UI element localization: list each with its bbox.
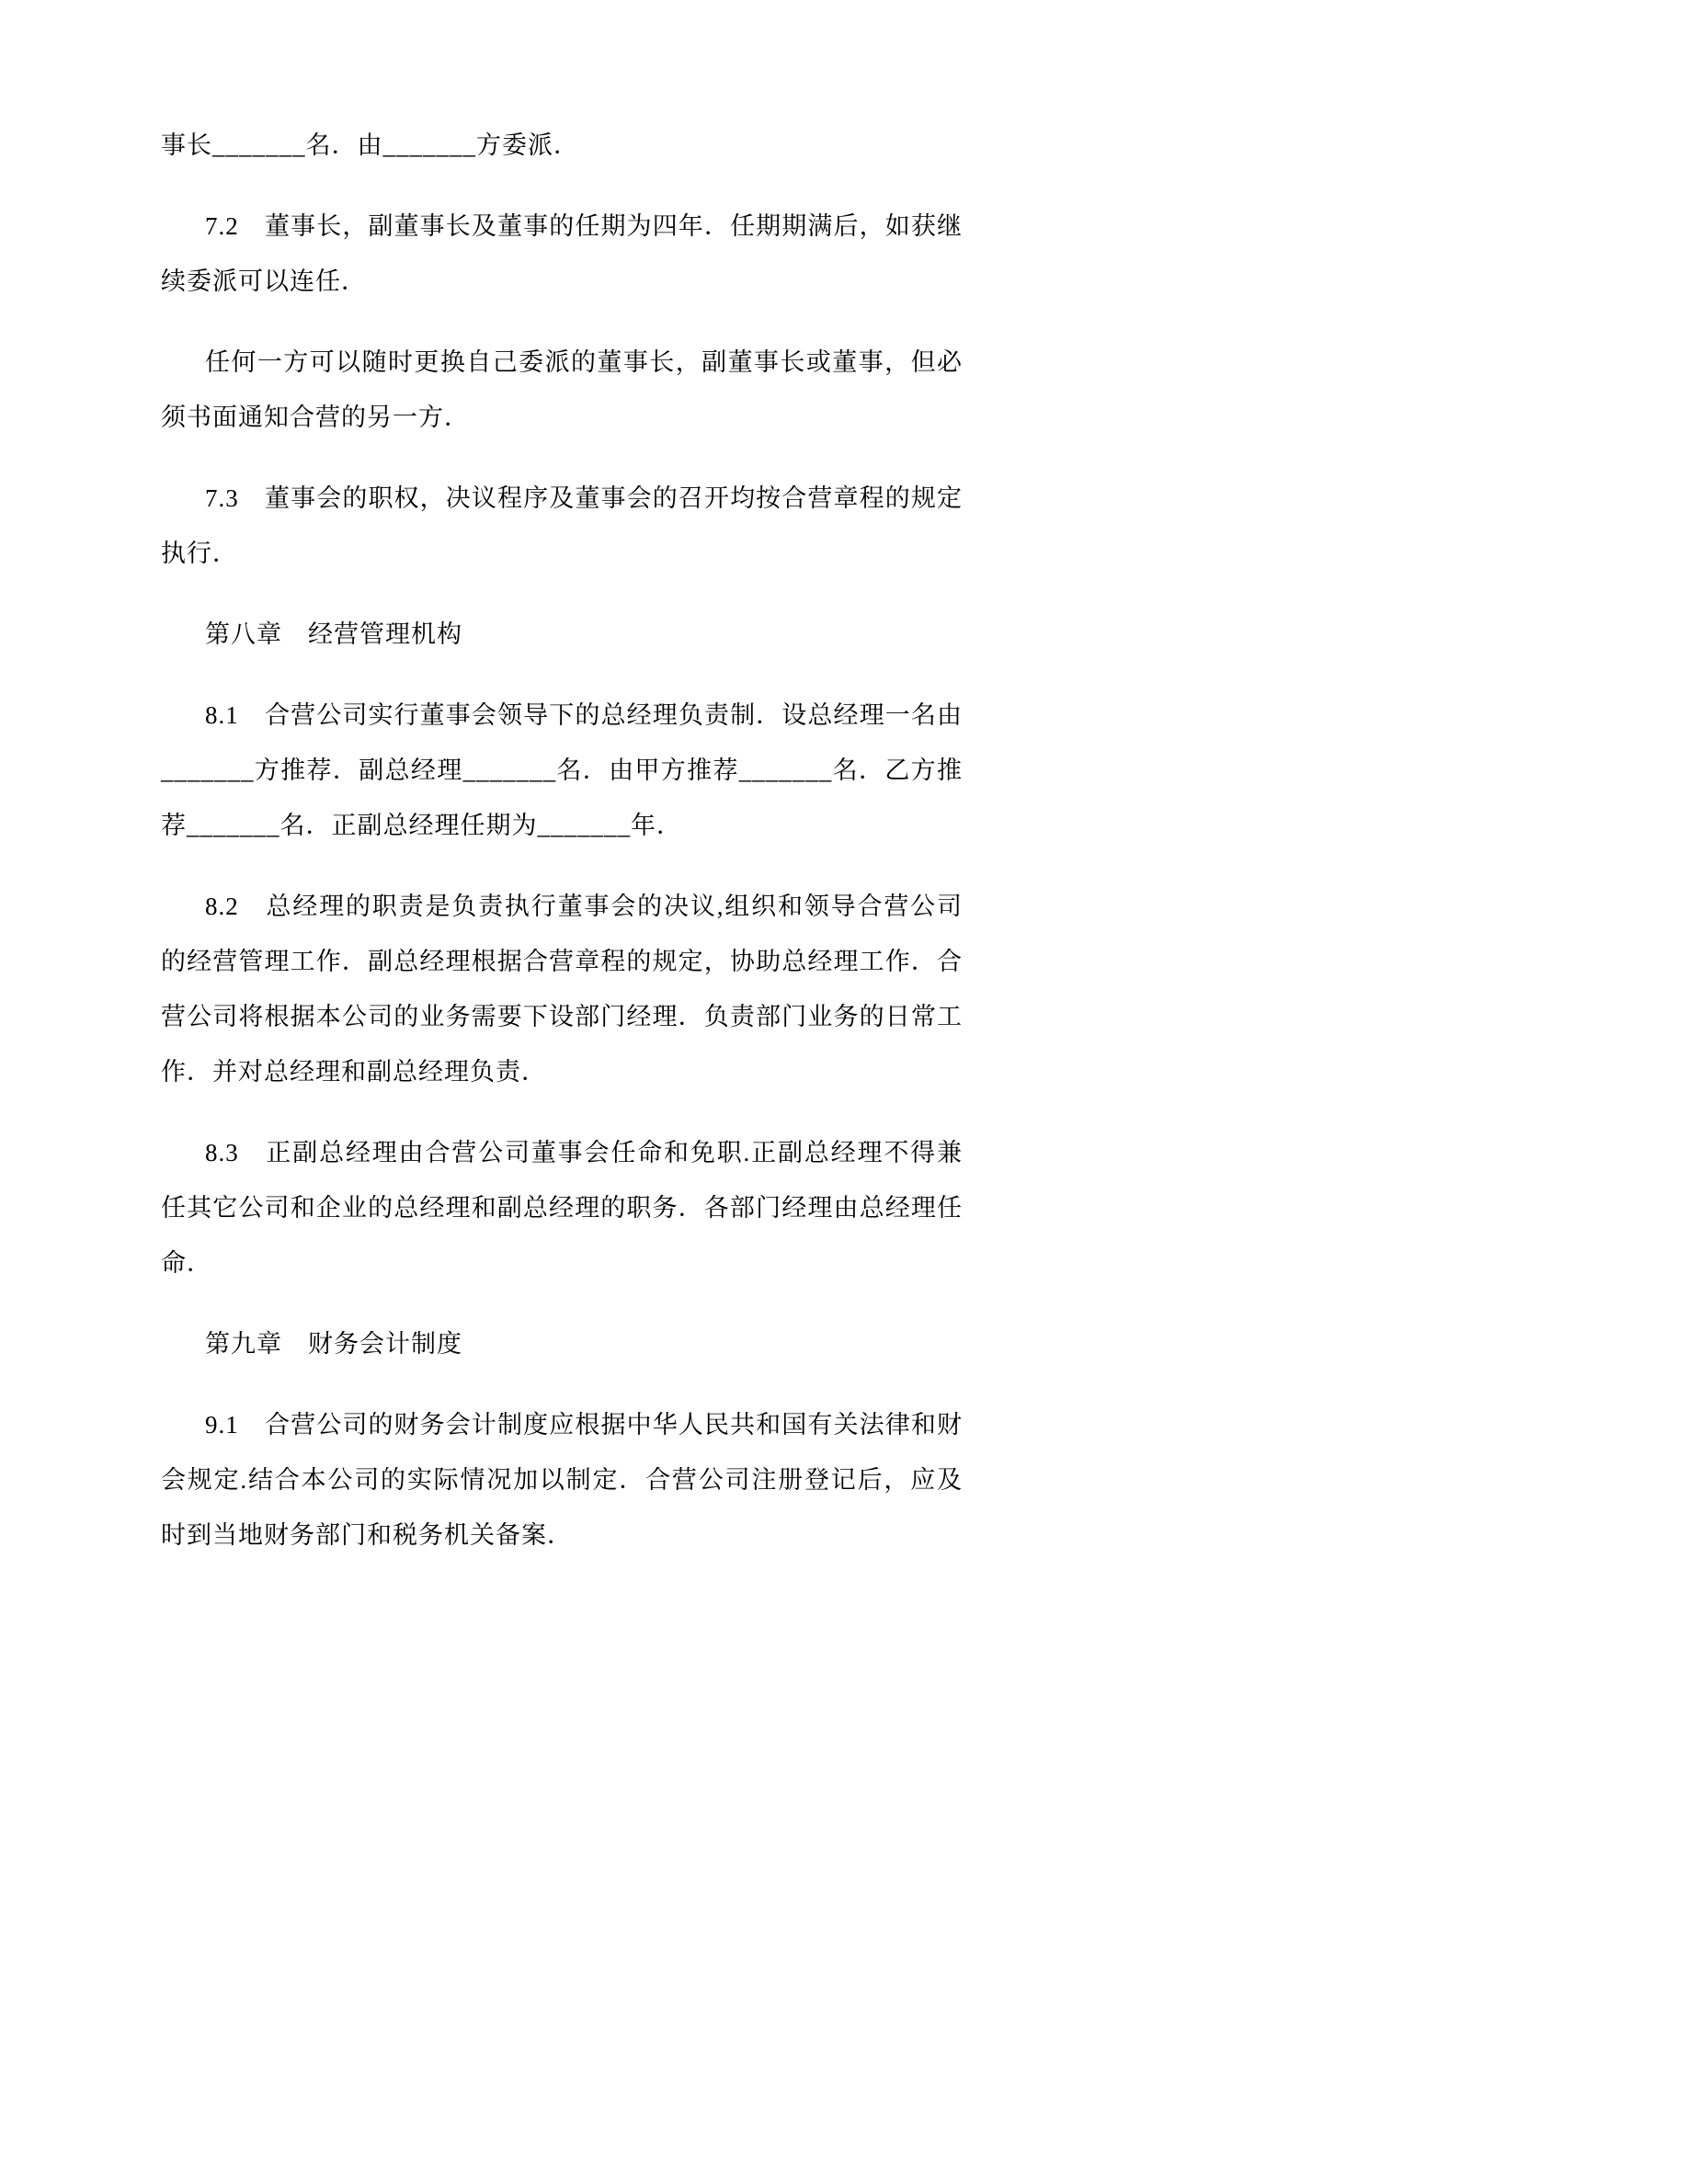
paragraph-clause-7-3: 7.3 董事会的职权，决议程序及董事会的召开均按合营章程的规定执行．	[161, 484, 963, 567]
paragraph-clause-8-3: 8.3 正副总经理由合营公司董事会任命和免职.正副总经理不得兼任其它公司和企业的总经理和副总经理的职务．各部门经理由总经理任命．	[161, 1139, 963, 1277]
paragraph-clause-9-1: 9.1 合营公司的财务会计制度应根据中华人民共和国有关法律和财会规定.结合本公司的实际情况加以制定．合营公司注册登记后，应及时到当地财务部门和税务机关备案．	[161, 1411, 963, 1549]
paragraph-clause-7-2: 7.2 董事长，副董事长及董事的任期为四年．任期期满后，如获继续委派可以连任．	[161, 212, 963, 295]
paragraph-clause-7-2-sub: 任何一方可以随时更换自己委派的董事长，副董事长或董事，但必须书面通知合营的另一方．	[161, 348, 963, 431]
paragraph-clause-8-2: 8.2 总经理的职责是负责执行董事会的决议,组织和领导合营公司的经营管理工作．副总经理根据合营章程的规定，协助总经理工作．合营公司将根据本公司的业务需要下设部门经理．负责部门业务的日常工作．并对总经理和副总经理负责．	[161, 893, 963, 1086]
chapter-heading-9: 第九章 财务会计制度	[205, 1330, 462, 1358]
chapter-heading-8: 第八章 经营管理机构	[205, 620, 462, 648]
paragraph-clause-8-1: 8.1 合营公司实行董事会领导下的总经理负责制．设总经理一名由_______方推荐．副总经理_______名．由甲方推荐_______名．乙方推荐_______名．正副总经理任期为_______年．	[161, 701, 963, 839]
paragraph-continuation: 事长_______名．由_______方委派．	[161, 131, 579, 159]
document-body	[161, 118, 963, 1588]
